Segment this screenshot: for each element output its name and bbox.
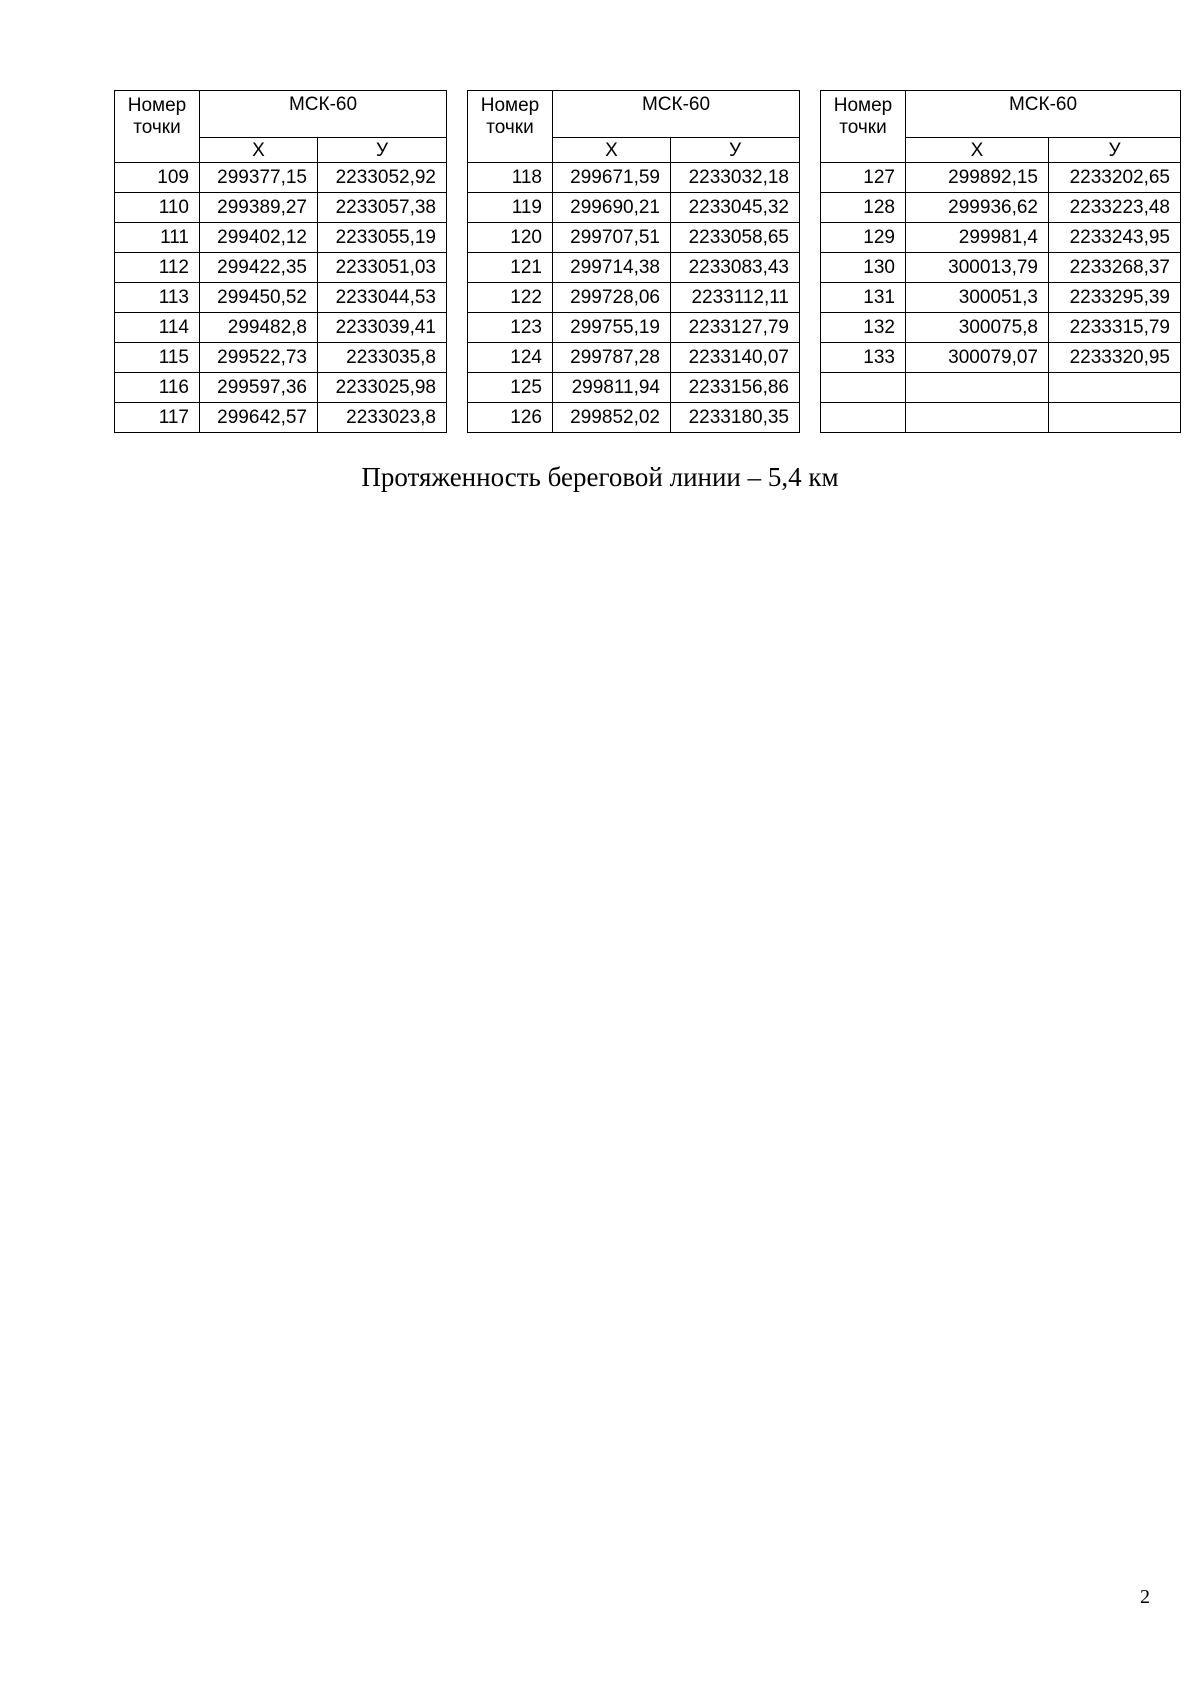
coordinates-table-2 [467, 90, 800, 433]
table-row [115, 223, 447, 253]
x-coordinate-cell: 299642,57 [200, 403, 318, 433]
point-number-cell: 112 [115, 253, 200, 283]
y-coordinate-cell: 2233243,95 [1049, 223, 1181, 253]
table-row [821, 253, 1181, 283]
y-coordinate-cell: 2233032,18 [671, 163, 800, 193]
table-row [821, 343, 1181, 373]
y-axis-header: У [1049, 138, 1181, 163]
x-coordinate-cell: 299728,06 [553, 283, 671, 313]
table-row [115, 163, 447, 193]
point-number-cell: 127 [821, 163, 906, 193]
y-coordinate-cell [1049, 373, 1181, 403]
x-coordinate-cell: 299450,52 [200, 283, 318, 313]
table-row [821, 373, 1181, 403]
point-number-cell: 119 [468, 193, 553, 223]
y-coordinate-cell: 2233058,65 [671, 223, 800, 253]
y-coordinate-cell: 2233052,92 [318, 163, 447, 193]
y-coordinate-cell: 2233055,19 [318, 223, 447, 253]
point-number-cell [821, 403, 906, 433]
point-number-header: Номер точки [821, 91, 906, 163]
y-coordinate-cell: 2233035,8 [318, 343, 447, 373]
point-number-header: Номер точки [115, 91, 200, 163]
x-coordinate-cell: 299389,27 [200, 193, 318, 223]
y-coordinate-cell: 2233223,48 [1049, 193, 1181, 223]
table-row [468, 403, 800, 433]
x-coordinate-cell: 299852,02 [553, 403, 671, 433]
y-coordinate-cell: 2233044,53 [318, 283, 447, 313]
y-coordinate-cell: 2233320,95 [1049, 343, 1181, 373]
y-coordinate-cell [1049, 403, 1181, 433]
point-number-header: Номер точки [468, 91, 553, 163]
y-coordinate-cell: 2233112,11 [671, 283, 800, 313]
x-coordinate-cell: 299892,15 [906, 163, 1049, 193]
x-coordinate-cell: 299936,62 [906, 193, 1049, 223]
x-coordinate-cell: 299755,19 [553, 313, 671, 343]
point-number-cell: 133 [821, 343, 906, 373]
table-row [468, 343, 800, 373]
x-coordinate-cell: 299671,59 [553, 163, 671, 193]
x-coordinate-cell: 299811,94 [553, 373, 671, 403]
point-number-cell: 121 [468, 253, 553, 283]
x-coordinate-cell [906, 403, 1049, 433]
point-number-cell [821, 373, 906, 403]
y-coordinate-cell: 2233268,37 [1049, 253, 1181, 283]
x-coordinate-cell: 299482,8 [200, 313, 318, 343]
point-number-cell: 131 [821, 283, 906, 313]
x-coordinate-cell: 300013,79 [906, 253, 1049, 283]
x-coordinate-cell: 299707,51 [553, 223, 671, 253]
x-coordinate-cell: 299422,35 [200, 253, 318, 283]
point-number-cell: 129 [821, 223, 906, 253]
table-row [468, 283, 800, 313]
table-row [468, 253, 800, 283]
y-coordinate-cell: 2233156,86 [671, 373, 800, 403]
point-number-cell: 128 [821, 193, 906, 223]
point-number-cell: 130 [821, 253, 906, 283]
y-axis-header: У [318, 138, 447, 163]
point-number-cell: 114 [115, 313, 200, 343]
table-row [468, 313, 800, 343]
table-row [821, 403, 1181, 433]
y-coordinate-cell: 2233023,8 [318, 403, 447, 433]
table-row [115, 283, 447, 313]
table-row [115, 253, 447, 283]
x-coordinate-cell: 299787,28 [553, 343, 671, 373]
y-coordinate-cell: 2233180,35 [671, 403, 800, 433]
y-coordinate-cell: 2233127,79 [671, 313, 800, 343]
table-row [468, 193, 800, 223]
point-number-cell: 120 [468, 223, 553, 253]
y-coordinate-cell: 2233045,32 [671, 193, 800, 223]
coordinates-table-3 [820, 90, 1181, 433]
table-row [821, 313, 1181, 343]
point-number-cell: 122 [468, 283, 553, 313]
y-coordinate-cell: 2233051,03 [318, 253, 447, 283]
y-axis-header: У [671, 138, 800, 163]
table-row [468, 163, 800, 193]
x-coordinate-cell: 300051,3 [906, 283, 1049, 313]
table-row [115, 373, 447, 403]
coordinate-system-header: МСК-60 [553, 91, 800, 138]
point-number-cell: 116 [115, 373, 200, 403]
x-coordinate-cell: 299402,12 [200, 223, 318, 253]
x-axis-header: X [553, 138, 671, 163]
x-axis-header: X [906, 138, 1049, 163]
point-number-cell: 118 [468, 163, 553, 193]
table-row [468, 373, 800, 403]
y-coordinate-cell: 2233025,98 [318, 373, 447, 403]
coordinate-system-header: МСК-60 [200, 91, 447, 138]
x-coordinate-cell: 299690,21 [553, 193, 671, 223]
table-row [821, 283, 1181, 313]
y-coordinate-cell: 2233140,07 [671, 343, 800, 373]
x-coordinate-cell: 299377,15 [200, 163, 318, 193]
x-coordinate-cell [906, 373, 1049, 403]
point-number-cell: 117 [115, 403, 200, 433]
y-coordinate-cell: 2233083,43 [671, 253, 800, 283]
x-coordinate-cell: 300079,07 [906, 343, 1049, 373]
point-number-cell: 123 [468, 313, 553, 343]
point-number-cell: 132 [821, 313, 906, 343]
point-number-cell: 109 [115, 163, 200, 193]
x-coordinate-cell: 299522,73 [200, 343, 318, 373]
table-row [115, 313, 447, 343]
point-number-cell: 110 [115, 193, 200, 223]
page-number: 2 [1140, 1586, 1150, 1608]
point-number-cell: 124 [468, 343, 553, 373]
x-coordinate-cell: 299981,4 [906, 223, 1049, 253]
point-number-cell: 125 [468, 373, 553, 403]
table-row [115, 193, 447, 223]
point-number-cell: 113 [115, 283, 200, 313]
x-axis-header: X [200, 138, 318, 163]
y-coordinate-cell: 2233202,65 [1049, 163, 1181, 193]
point-number-cell: 111 [115, 223, 200, 253]
y-coordinate-cell: 2233315,79 [1049, 313, 1181, 343]
table-row [821, 163, 1181, 193]
point-number-cell: 126 [468, 403, 553, 433]
y-coordinate-cell: 2233039,41 [318, 313, 447, 343]
table-row [115, 343, 447, 373]
coordinates-table-1 [114, 90, 447, 433]
y-coordinate-cell: 2233057,38 [318, 193, 447, 223]
table-row [821, 223, 1181, 253]
y-coordinate-cell: 2233295,39 [1049, 283, 1181, 313]
shoreline-length-text: Протяженность береговой линии – 5,4 км [361, 462, 839, 492]
x-coordinate-cell: 300075,8 [906, 313, 1049, 343]
x-coordinate-cell: 299597,36 [200, 373, 318, 403]
table-row [468, 223, 800, 253]
table-row [821, 193, 1181, 223]
point-number-cell: 115 [115, 343, 200, 373]
table-row [115, 403, 447, 433]
x-coordinate-cell: 299714,38 [553, 253, 671, 283]
coordinate-system-header: МСК-60 [906, 91, 1181, 138]
